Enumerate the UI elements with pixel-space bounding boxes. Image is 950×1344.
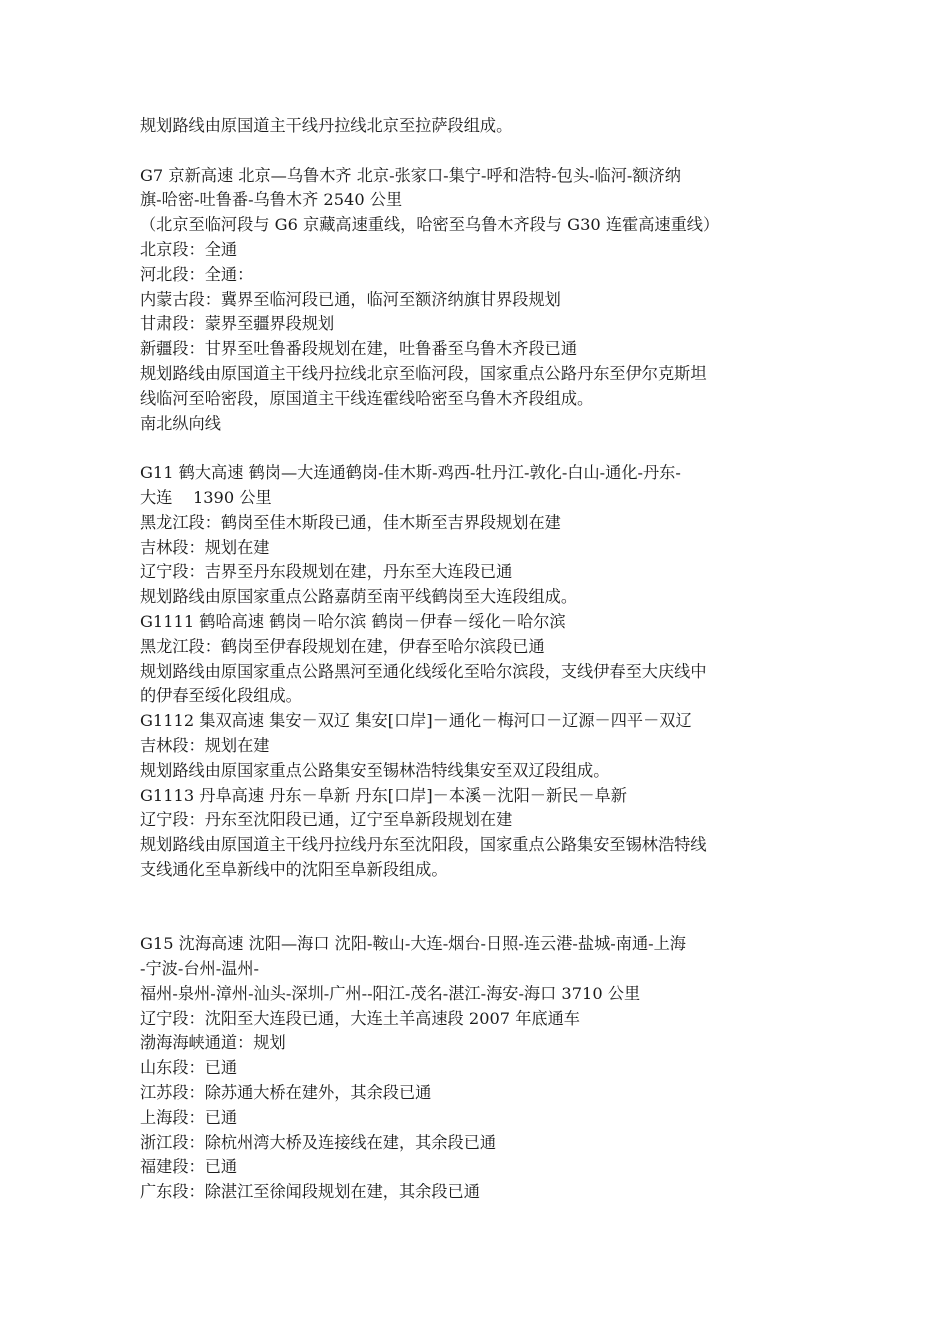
g15-segment-jiangsu: 江苏段：除苏通大桥在建外，其余段已通 <box>140 1083 432 1103</box>
g11-title-line-2: 大连 1390 公里 <box>140 487 272 507</box>
g15-segment-zhejiang: 浙江段：除杭州湾大桥及连接线在建，其余段已通 <box>140 1132 497 1152</box>
blank-line <box>140 139 815 164</box>
document-body <box>140 114 815 1205</box>
g1113-plan-line-2: 支线通化至阜新线中的沈阳至阜新段组成。 <box>140 859 448 879</box>
intro-text: 规划路线由原国道主干线丹拉线北京至拉萨段组成。 <box>140 116 513 135</box>
g7-segment-hebei: 河北段：全通： <box>140 264 254 284</box>
g1112-segment-jilin: 吉林段：规划在建 <box>140 735 270 755</box>
g11-segment-liaoning: 辽宁段：吉界至丹东段规划在建，丹东至大连段已通 <box>140 562 513 582</box>
g1113-plan-line-1: 规划路线由原国道主干线丹拉线丹东至沈阳段，国家重点公路集安至锡林浩特线 <box>140 835 707 855</box>
g15-segment-shanghai: 上海段：已通 <box>140 1107 238 1127</box>
g7-title-line-2: 旗-哈密-吐鲁番-乌鲁木齐 2540 公里 <box>140 190 403 210</box>
g7-segment-gansu: 甘肃段：蒙界至疆界段规划 <box>140 314 335 334</box>
g11-segment-jilin: 吉林段：规划在建 <box>140 537 270 557</box>
g1112-plan: 规划路线由原国家重点公路集安至锡林浩特线集安至双辽段组成。 <box>140 760 610 780</box>
g15-segment-liaoning: 辽宁段：沈阳至大连段已通，大连土羊高速段 2007 年底通车 <box>140 1008 580 1028</box>
g7-segment-xinjiang: 新疆段：甘界至吐鲁番段规划在建，吐鲁番至乌鲁木齐段已通 <box>140 339 578 359</box>
g1113-title: G1113 丹阜高速 丹东－阜新 丹东[口岸]－本溪－沈阳－新民－阜新 <box>140 785 627 805</box>
blank-line <box>140 436 815 461</box>
section-heading-north-south: 南北纵向线 <box>140 413 221 433</box>
g7-plan-line-2: 线临河至哈密段，原国道主干线连霍线哈密至乌鲁木齐段组成。 <box>140 388 594 408</box>
g7-plan-line-1: 规划路线由原国道主干线丹拉线北京至临河段，国家重点公路丹东至伊尔克斯坦 <box>140 363 707 383</box>
g11-segment-heilongjiang: 黑龙江段：鹤岗至佳木斯段已通，佳木斯至吉界段规划在建 <box>140 512 561 532</box>
g7-title-line-1: G7 京新高速 北京—乌鲁木齐 北京-张家口-集宁-呼和浩特-包头-临河-额济纳 <box>140 165 681 185</box>
g15-segment-shandong: 山东段：已通 <box>140 1058 238 1078</box>
g1112-title: G1112 集双高速 集安－双辽 集安[口岸]－通化－梅河口－辽源－四平－双辽 <box>140 711 692 731</box>
g1113-segment-liaoning: 辽宁段：丹东至沈阳段已通，辽宁至阜新段规划在建 <box>140 810 513 830</box>
blank-lines <box>140 883 815 933</box>
g1111-plan-line-1: 规划路线由原国家重点公路黑河至通化线绥化至哈尔滨段，支线伊春至大庆线中 <box>140 661 707 681</box>
g15-segment-guangdong: 广东段：除湛江至徐闻段规划在建，其余段已通 <box>140 1182 480 1202</box>
g15-title-line-1: G15 沈海高速 沈阳—海口 沈阳-鞍山-大连-烟台-日照-连云港-盐城-南通-上海 <box>140 934 686 954</box>
g11-plan: 规划路线由原国家重点公路嘉荫至南平线鹤岗至大连段组成。 <box>140 587 578 607</box>
g1111-plan-line-2: 的伊春至绥化段组成。 <box>140 686 302 706</box>
g1111-segment-heilongjiang: 黑龙江段：鹤岗至伊春段规划在建，伊春至哈尔滨段已通 <box>140 636 545 656</box>
g7-segment-neimenggu: 内蒙古段：冀界至临河段已通，临河至额济纳旗甘界段规划 <box>140 289 561 309</box>
g15-segment-bohai-strait: 渤海海峡通道：规划 <box>140 1033 286 1053</box>
g1111-title: G1111 鹤哈高速 鹤岗－哈尔滨 鹤岗－伊春－绥化－哈尔滨 <box>140 611 566 631</box>
g15-segment-fujian: 福建段：已通 <box>140 1157 238 1177</box>
g7-note: （北京至临河段与 G6 京藏高速重线，哈密至乌鲁木齐段与 G30 连霍高速重线） <box>140 215 720 235</box>
g7-segment-beijing: 北京段：全通 <box>140 239 238 259</box>
g15-title-line-2: -宁波-台州-温州- <box>140 959 260 979</box>
g15-title-line-3: 福州-泉州-漳州-汕头-深圳-广州--阳江-茂名-湛江-海安-海口 3710 公里 <box>140 983 641 1003</box>
g11-title-line-1: G11 鹤大高速 鹤岗—大连通鹤岗-佳木斯-鸡西-牡丹江-敦化-白山-通化-丹东- <box>140 463 681 483</box>
